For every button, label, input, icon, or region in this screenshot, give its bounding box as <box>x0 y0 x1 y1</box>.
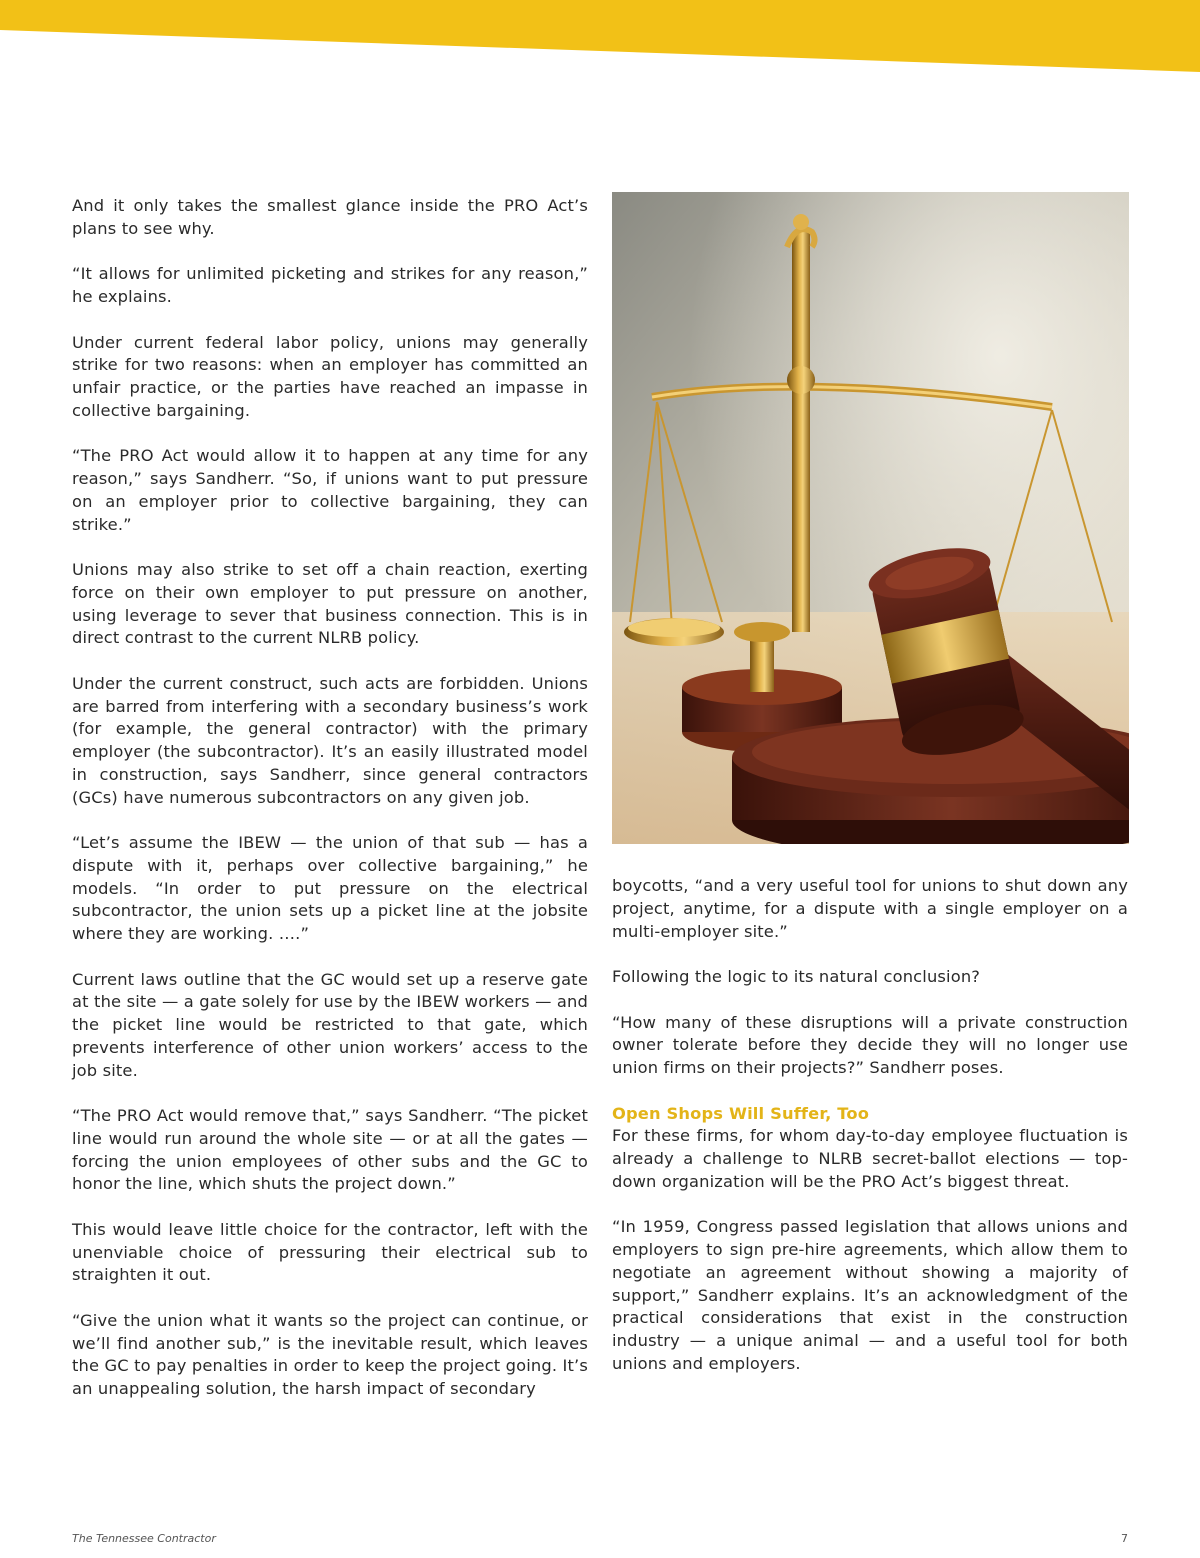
body-paragraph: boycotts, “and a very useful tool for unions to shut down any project, anytime, for a dispute with a single employer on a multi-employer site.” <box>612 876 1128 941</box>
footer-page-number: 7 <box>1121 1532 1128 1545</box>
body-paragraph: “How many of these disruptions will a private construction owner tolerate before they decide they will no longer use union firms on their projects?” Sandherr poses. <box>612 1012 1128 1077</box>
footer-publication-title: The Tennessee Contractor <box>72 1532 216 1545</box>
right-text-column <box>612 875 1128 1376</box>
section-subhead: Open Shops Will Suffer, Too <box>612 1103 870 1123</box>
body-paragraph: “In 1959, Congress passed legislation that allows unions and employers to sign pre-hire agreements, which allow them to negotiate an agreement without showing a majority of support,” Sandherr explains. It’s an acknowledgment of the practical considerations that exist in the construction industry — a unique animal — and a useful tool for both unions and employers. <box>612 1217 1128 1373</box>
body-paragraph: Unions may also strike to set off a chain reaction, exerting force on their own employer to put pressure on another, using leverage to sever that business connection. This is in direct contrast to the current NLRB policy. <box>72 560 588 648</box>
body-paragraph: And it only takes the smallest glance inside the PRO Act’s plans to see why. <box>72 196 588 238</box>
left-text-column <box>72 195 588 1401</box>
body-paragraph: Under current federal labor policy, unions may generally strike for two reasons: when an employer has committed an unfair practice, or the parties have reached an impasse in collective bargaining. <box>72 332 588 420</box>
body-paragraph: Following the logic to its natural conclusion? <box>612 967 981 986</box>
body-paragraph: “The PRO Act would remove that,” says Sandherr. “The picket line would run around the whole site — or at all the gates — forcing the union employees of other subs and the GC to honor the line, which shuts the project down.” <box>72 1106 588 1194</box>
body-paragraph: “It allows for unlimited picketing and strikes for any reason,” he explains. <box>72 264 588 306</box>
body-paragraph: For these firms, for whom day-to-day employee fluctuation is already a challenge to NLRB secret-ballot elections — top-down organization will be the PRO Act’s biggest threat. <box>612 1126 1128 1191</box>
scales-and-gavel-photo <box>612 192 1129 844</box>
body-paragraph: Current laws outline that the GC would set up a reserve gate at the site — a gate solely for use by the IBEW workers — and the picket line would be restricted to that gate, which prevents interference of other union workers’ access to the job site. <box>72 969 588 1080</box>
body-paragraph: “Give the union what it wants so the project can continue, or we’ll find another sub,” is the inevitable result, which leaves the GC to pay penalties in order to keep the project going. It’s an unappealing solution, the harsh impact of secondary <box>72 1310 588 1398</box>
body-paragraph: This would leave little choice for the contractor, left with the unenviable choice of pressuring their electrical sub to straighten it out. <box>72 1219 588 1285</box>
top-accent-band <box>0 0 1200 75</box>
body-paragraph: Under the current construct, such acts are forbidden. Unions are barred from interfering with a secondary business’s work (for example, the general contractor) with the primary employer (the subcontractor). It’s an easily illustrated model in construction, says Sandherr, since general contractors (GCs) have numerous subcontractors on any given job. <box>72 673 588 807</box>
body-paragraph: “The PRO Act would allow it to happen at any time for any reason,” says Sandherr. “So, if unions want to put pressure on an employer prior to collective bargaining, they can strike.” <box>72 446 588 534</box>
body-paragraph: “Let’s assume the IBEW — the union of that sub — has a dispute with it, perhaps over collective bargaining,” he models. “In order to put pressure on the electrical subcontractor, the union sets up a picket line at the jobsite where they are working. ….” <box>72 833 588 943</box>
